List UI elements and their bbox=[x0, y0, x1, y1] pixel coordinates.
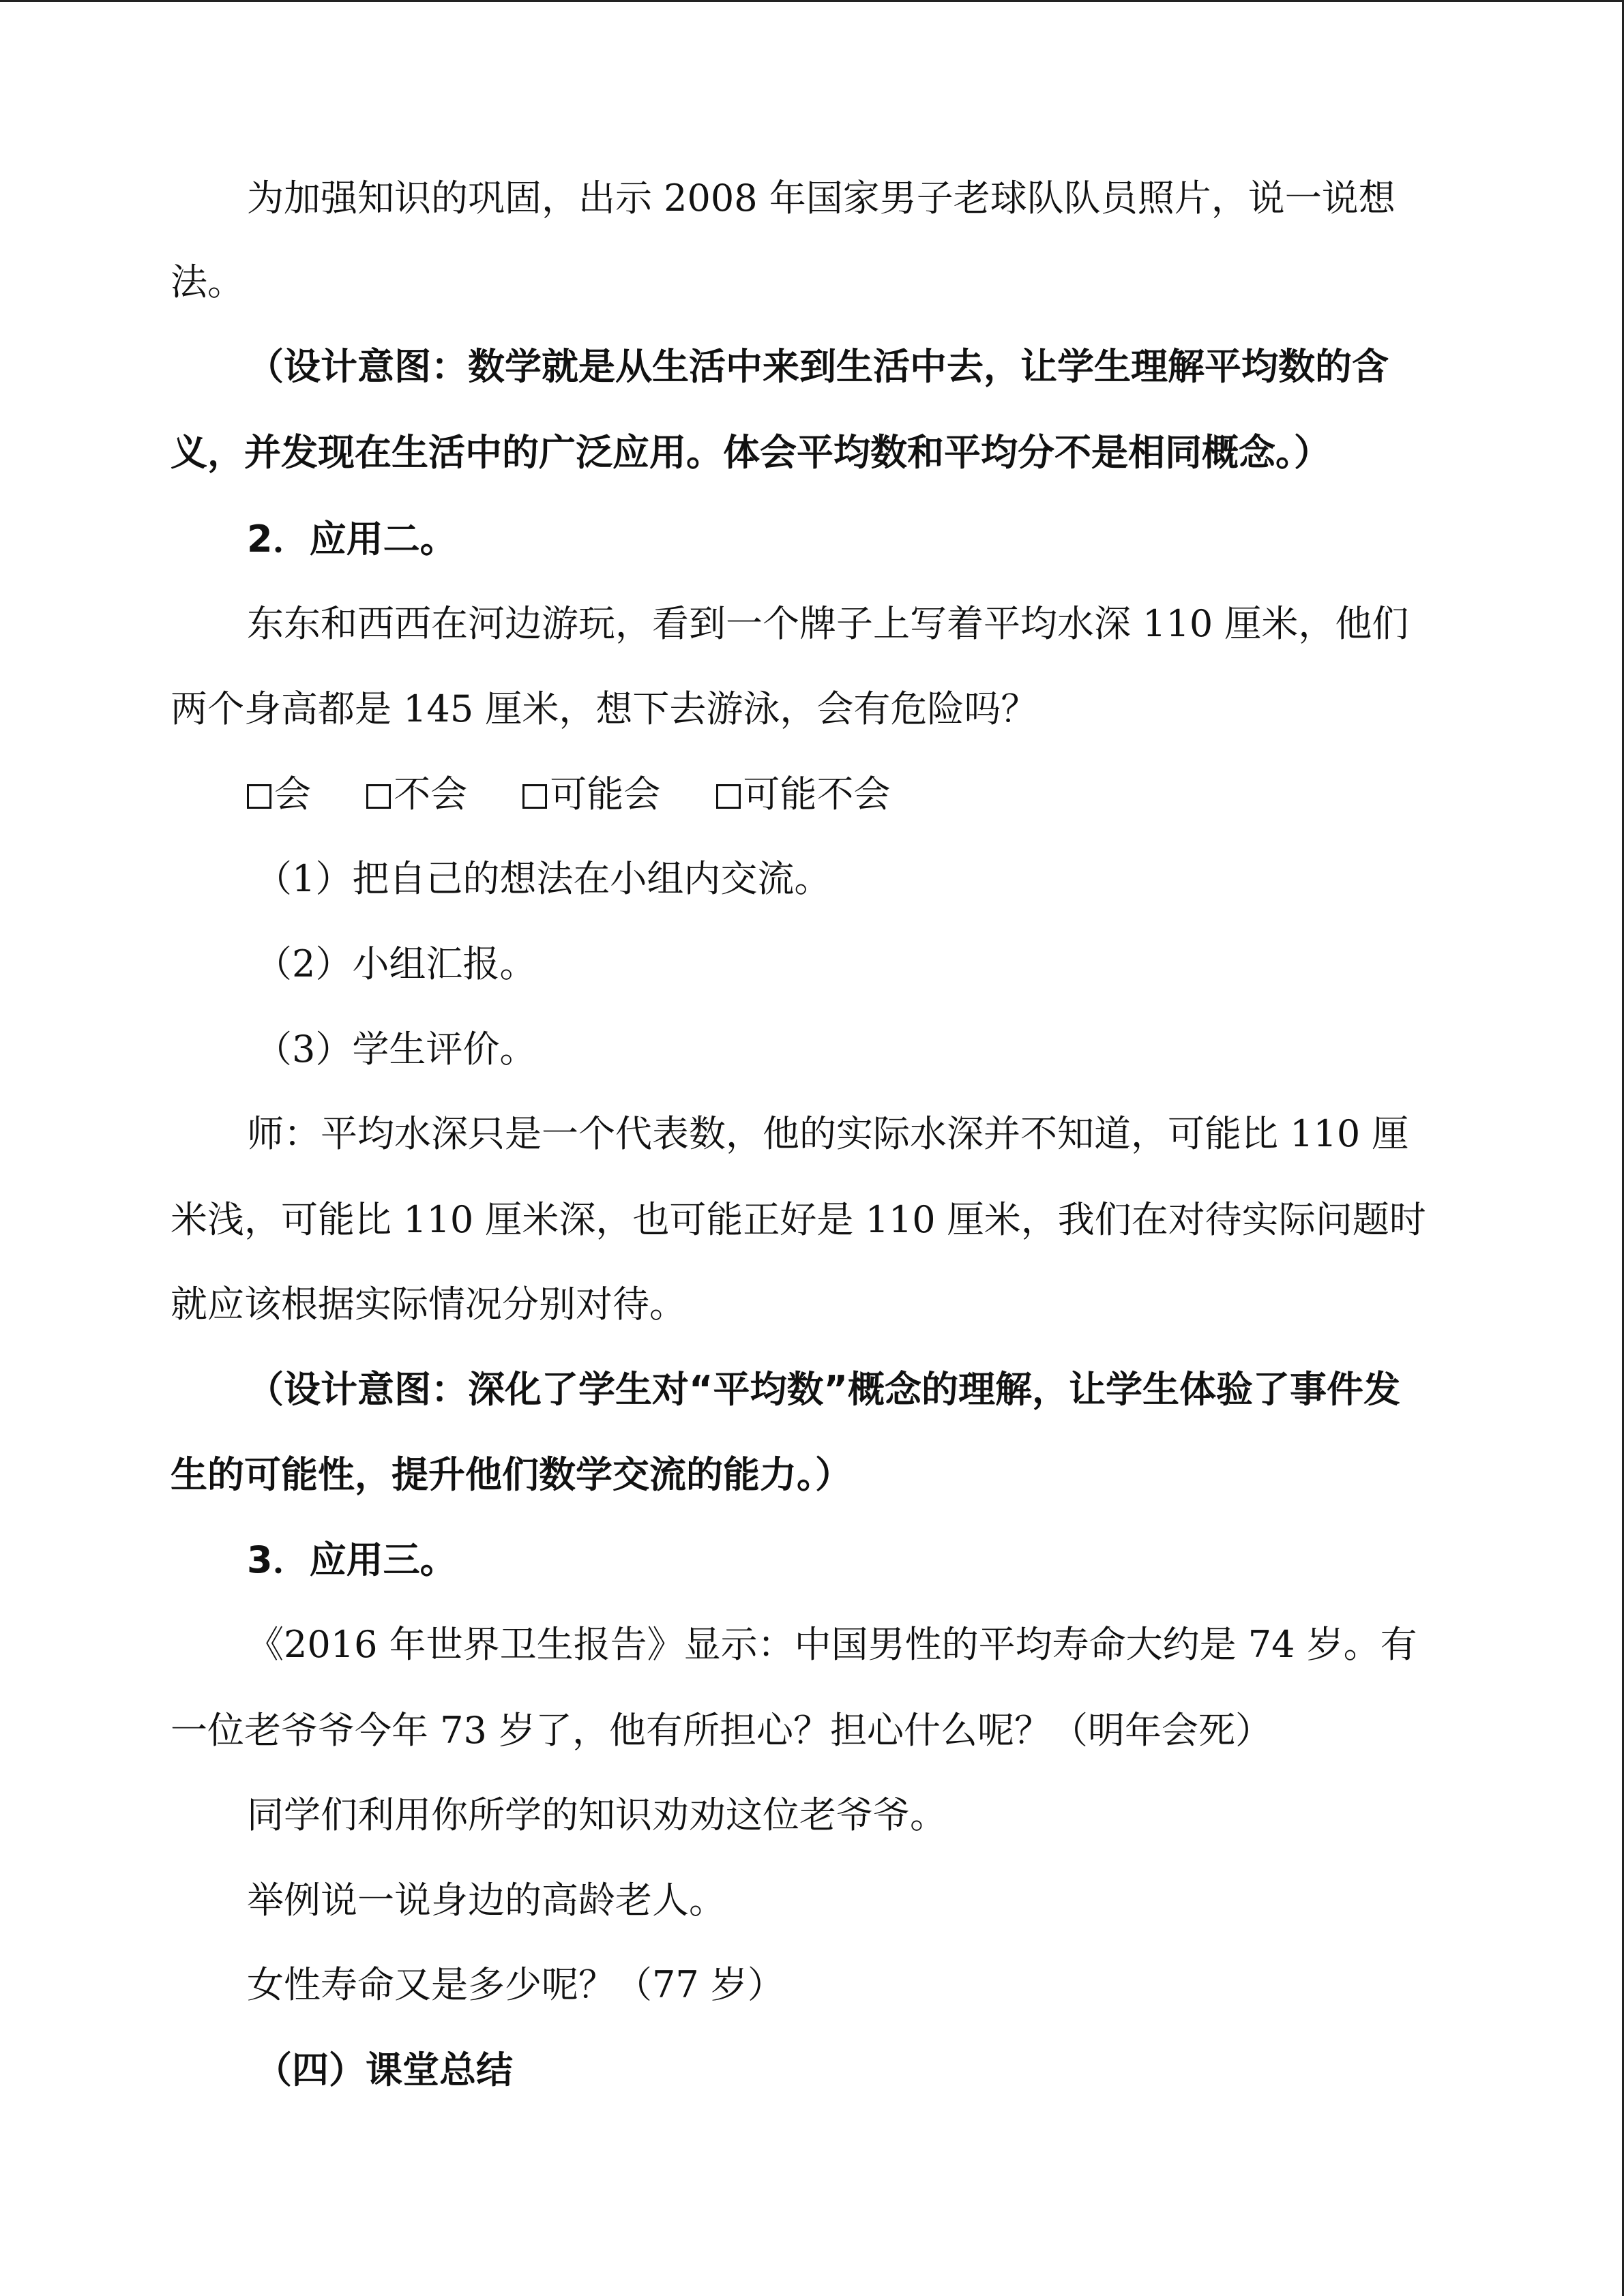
section-3-advise: 同学们利用你所学的知识劝劝这位老爷爷。 bbox=[247, 1793, 947, 1836]
option-label: 可能会 bbox=[550, 773, 661, 816]
checkbox-icon[interactable] bbox=[366, 784, 391, 809]
checkbox-icon[interactable] bbox=[522, 784, 547, 809]
step-2: （2）小组汇报。 bbox=[255, 942, 537, 985]
paragraph-1-line-1: 为加强知识的巩固，出示 2008 年国家男子老球队队员照片，说一说想 bbox=[247, 177, 1396, 220]
teacher-line-3: 就应该根据实际情况分别对待。 bbox=[171, 1283, 686, 1326]
section-2-problem-line-1: 东东和西西在河边游玩，看到一个牌子上写着平均水深 110 厘米，他们 bbox=[247, 602, 1409, 645]
design-note-1-line-2: 义，并发现在生活中的广泛应用。体会平均数和平均分不是相同概念。） bbox=[171, 431, 1331, 474]
answer-options bbox=[247, 771, 934, 818]
option-ke-neng-bu-hui[interactable] bbox=[716, 771, 891, 818]
paragraph-1-line-2: 法。 bbox=[171, 260, 244, 303]
section-4-heading: （四）课堂总结 bbox=[255, 2048, 513, 2091]
section-3-report-line-1: 《2016 年世界卫生报告》显示：中国男性的平均寿命大约是 74 岁。有 bbox=[247, 1623, 1417, 1666]
option-bu-hui[interactable] bbox=[366, 771, 467, 818]
section-3-female: 女性寿命又是多少呢？（77 岁） bbox=[247, 1963, 784, 2006]
step-1: （1）把自己的想法在小组内交流。 bbox=[255, 857, 831, 900]
section-3-example: 举例说一说身边的高龄老人。 bbox=[247, 1879, 726, 1922]
checkbox-icon[interactable] bbox=[716, 784, 741, 809]
design-note-2-line-2: 生的可能性，提升他们数学交流的能力。） bbox=[171, 1453, 852, 1496]
design-note-2-line-1: （设计意图：深化了学生对“平均数”概念的理解，让学生体验了事件发 bbox=[247, 1368, 1400, 1411]
section-2-problem-line-2: 两个身高都是 145 厘米，想下去游泳，会有危险吗？ bbox=[171, 687, 1038, 730]
option-label: 会 bbox=[274, 773, 311, 816]
section-2-heading: 2．应用二。 bbox=[247, 518, 457, 561]
option-label: 不会 bbox=[394, 773, 468, 816]
page-top-border bbox=[0, 0, 1624, 2]
teacher-line-2: 米浅，可能比 110 厘米深，也可能正好是 110 厘米，我们在对待实际问题时 bbox=[171, 1198, 1426, 1241]
section-3-heading: 3．应用三。 bbox=[247, 1538, 457, 1581]
section-3-report-line-2: 一位老爷爷今年 73 岁了，他有所担心？担心什么呢？（明年会死） bbox=[171, 1709, 1273, 1752]
checkbox-icon[interactable] bbox=[247, 784, 271, 809]
design-note-1-line-1: （设计意图：数学就是从生活中来到生活中去，让学生理解平均数的含 bbox=[247, 345, 1389, 388]
teacher-line-1: 师：平均水深只是一个代表数，他的实际水深并不知道，可能比 110 厘 bbox=[247, 1112, 1409, 1155]
option-hui[interactable] bbox=[247, 771, 311, 818]
option-label: 可能不会 bbox=[743, 773, 891, 816]
option-ke-neng-hui[interactable] bbox=[522, 771, 660, 818]
step-3: （3）学生评价。 bbox=[255, 1028, 537, 1071]
